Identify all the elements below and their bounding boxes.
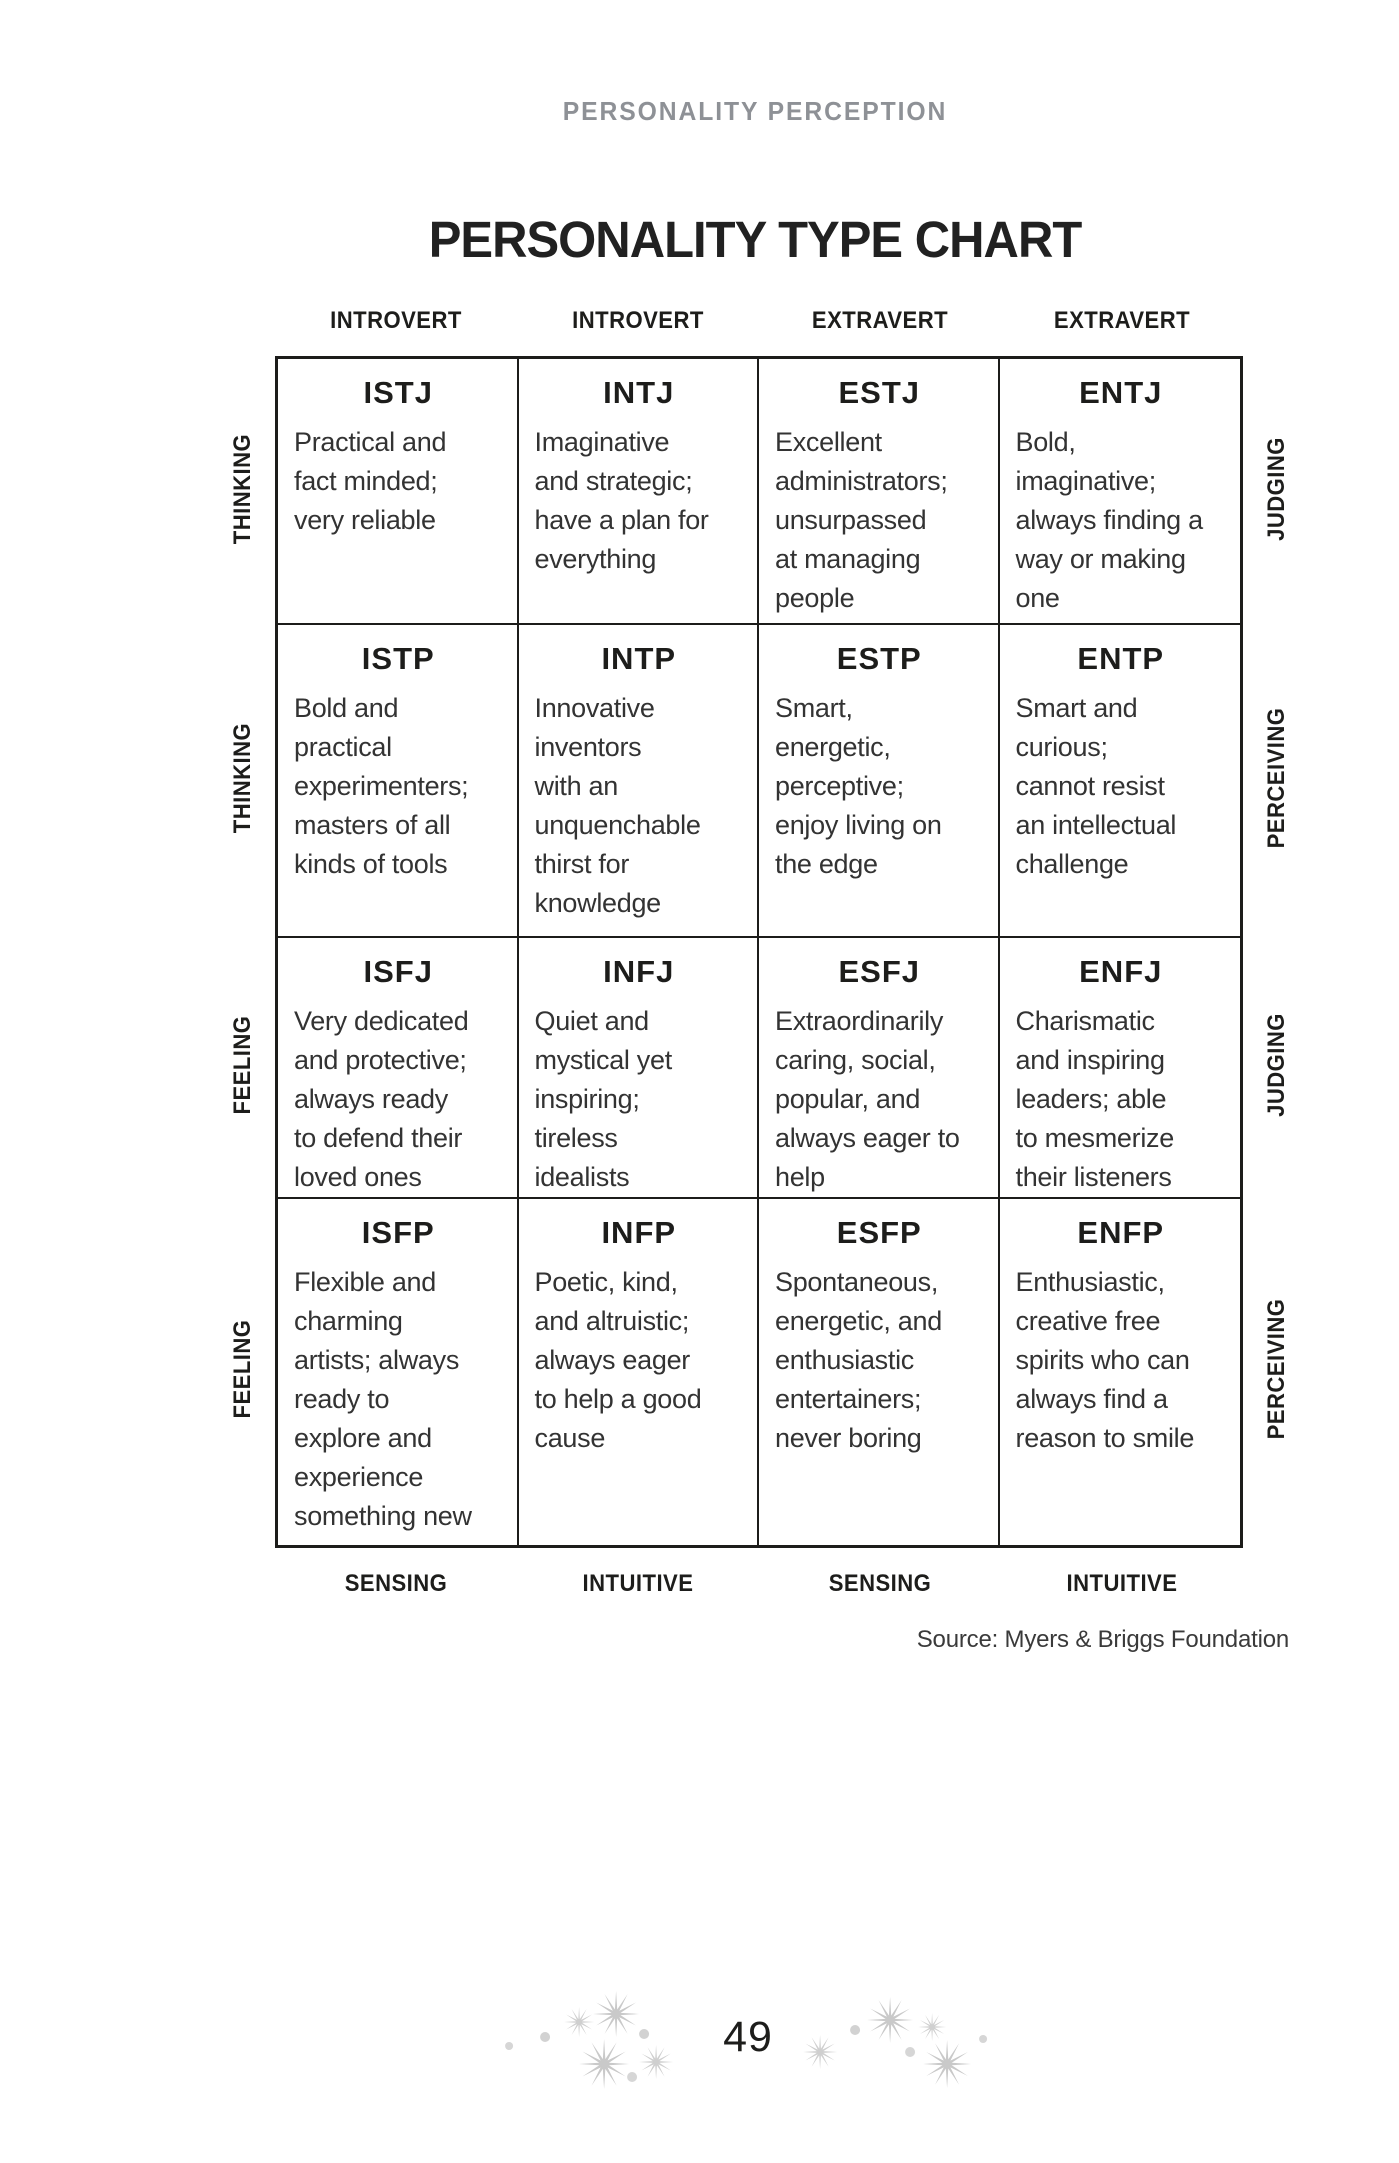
type-description: Flexible and charming artists; always ready to explore and experience something new: [294, 1267, 472, 1531]
left-axis-label: THINKING: [229, 722, 256, 834]
type-code: ISFP: [361, 1215, 435, 1250]
type-description: Excellent administrators; unsurpassed at managing people: [775, 427, 948, 613]
type-code: INFP: [601, 1215, 677, 1250]
type-code: ISTP: [361, 641, 435, 676]
type-code: INFJ: [603, 954, 675, 989]
type-code: ENTP: [1077, 641, 1165, 676]
type-cell-esfj: [759, 938, 1000, 1199]
page-number: 49: [723, 2012, 773, 2061]
type-cell-istp: [278, 625, 519, 938]
type-cell-infj: [519, 938, 760, 1199]
sparkle-decoration-left: [501, 1982, 701, 2092]
type-code: ENFJ: [1079, 954, 1163, 989]
type-cell-istj: [278, 359, 519, 625]
page-title: PERSONALITY TYPE CHART: [428, 211, 1082, 268]
type-cell-entp: [1000, 625, 1241, 938]
type-cell-infp: [519, 1199, 760, 1545]
type-code: INTP: [601, 641, 677, 676]
type-description: Extraordinarily caring, social, popular, and always eager to help: [775, 1006, 960, 1192]
page-footer: [501, 1982, 995, 2092]
type-description: Quiet and mystical yet inspiring; tireless idealists: [534, 1006, 672, 1192]
type-description: Smart and curious; cannot resist an intellectual challenge: [1015, 693, 1177, 879]
personality-type-chart: [275, 300, 1243, 1604]
left-axis-label: FEELING: [229, 1319, 256, 1419]
top-axis-label: EXTRAVERT: [811, 307, 949, 334]
type-code: ESTJ: [838, 375, 921, 410]
type-code: ESTP: [836, 641, 922, 676]
type-description: Poetic, kind, and altruistic; always eager to help a good cause: [534, 1267, 702, 1453]
right-axis-label: PERCEIVING: [1263, 707, 1290, 849]
left-axis-label: FEELING: [229, 1015, 256, 1115]
running-head: PERSONALITY PERCEPTION: [562, 96, 948, 126]
type-cell-enfp: [1000, 1199, 1241, 1545]
top-axis-labels: [275, 300, 1243, 342]
top-axis-label: INTROVERT: [330, 307, 462, 334]
type-code: ENFP: [1077, 1215, 1165, 1250]
type-cell-estj: [759, 359, 1000, 625]
type-description: Enthusiastic, creative free spirits who can always find a reason to smile: [1015, 1267, 1195, 1453]
type-cell-entj: [1000, 359, 1241, 625]
source-attribution: Source: Myers & Briggs Foundation: [916, 1626, 1289, 1653]
right-axis-label: JUDGING: [1263, 437, 1290, 541]
top-axis-label: EXTRAVERT: [1053, 307, 1191, 334]
type-description: Spontaneous, energetic, and enthusiastic entertainers; never boring: [775, 1267, 942, 1453]
type-description: Bold, imaginative; always finding a way or making one: [1015, 427, 1203, 613]
type-cell-esfp: [759, 1199, 1000, 1545]
left-axis-label: THINKING: [229, 433, 256, 545]
type-description: Charismatic and inspiring leaders; able to mesmerize their listeners: [1015, 1006, 1174, 1192]
type-cell-enfj: [1000, 938, 1241, 1199]
bottom-axis-label: SENSING: [344, 1570, 448, 1597]
type-description: Bold and practical experimenters; masters of all kinds of tools: [294, 693, 469, 879]
type-cell-isfp: [278, 1199, 519, 1545]
right-axis-label: PERCEIVING: [1263, 1298, 1290, 1440]
type-code: ISTJ: [363, 375, 433, 410]
type-description: Imaginative and strategic; have a plan for everything: [534, 427, 709, 574]
type-code: ESFP: [836, 1215, 922, 1250]
type-code: ENTJ: [1079, 375, 1163, 410]
sparkle-decoration-right: [795, 1982, 995, 2092]
bottom-axis-label: INTUITIVE: [1066, 1570, 1178, 1597]
type-description: Innovative inventors with an unquenchable thirst for knowledge: [534, 693, 701, 918]
right-axis-label: JUDGING: [1263, 1013, 1290, 1117]
type-code: ESFJ: [838, 954, 921, 989]
bottom-axis-labels: [275, 1564, 1243, 1604]
type-description: Practical and fact minded; very reliable: [294, 427, 447, 535]
type-cell-estp: [759, 625, 1000, 938]
type-cell-intp: [519, 625, 760, 938]
top-axis-label: INTROVERT: [572, 307, 704, 334]
bottom-axis-label: INTUITIVE: [582, 1570, 694, 1597]
type-code: INTJ: [603, 375, 675, 410]
type-grid: [275, 356, 1243, 1548]
type-code: ISFJ: [363, 954, 433, 989]
type-description: Smart, energetic, perceptive; enjoy living on the edge: [775, 693, 942, 879]
type-cell-intj: [519, 359, 760, 625]
bottom-axis-label: SENSING: [828, 1570, 932, 1597]
type-cell-isfj: [278, 938, 519, 1199]
type-description: Very dedicated and protective; always ready to defend their loved ones: [294, 1006, 469, 1192]
